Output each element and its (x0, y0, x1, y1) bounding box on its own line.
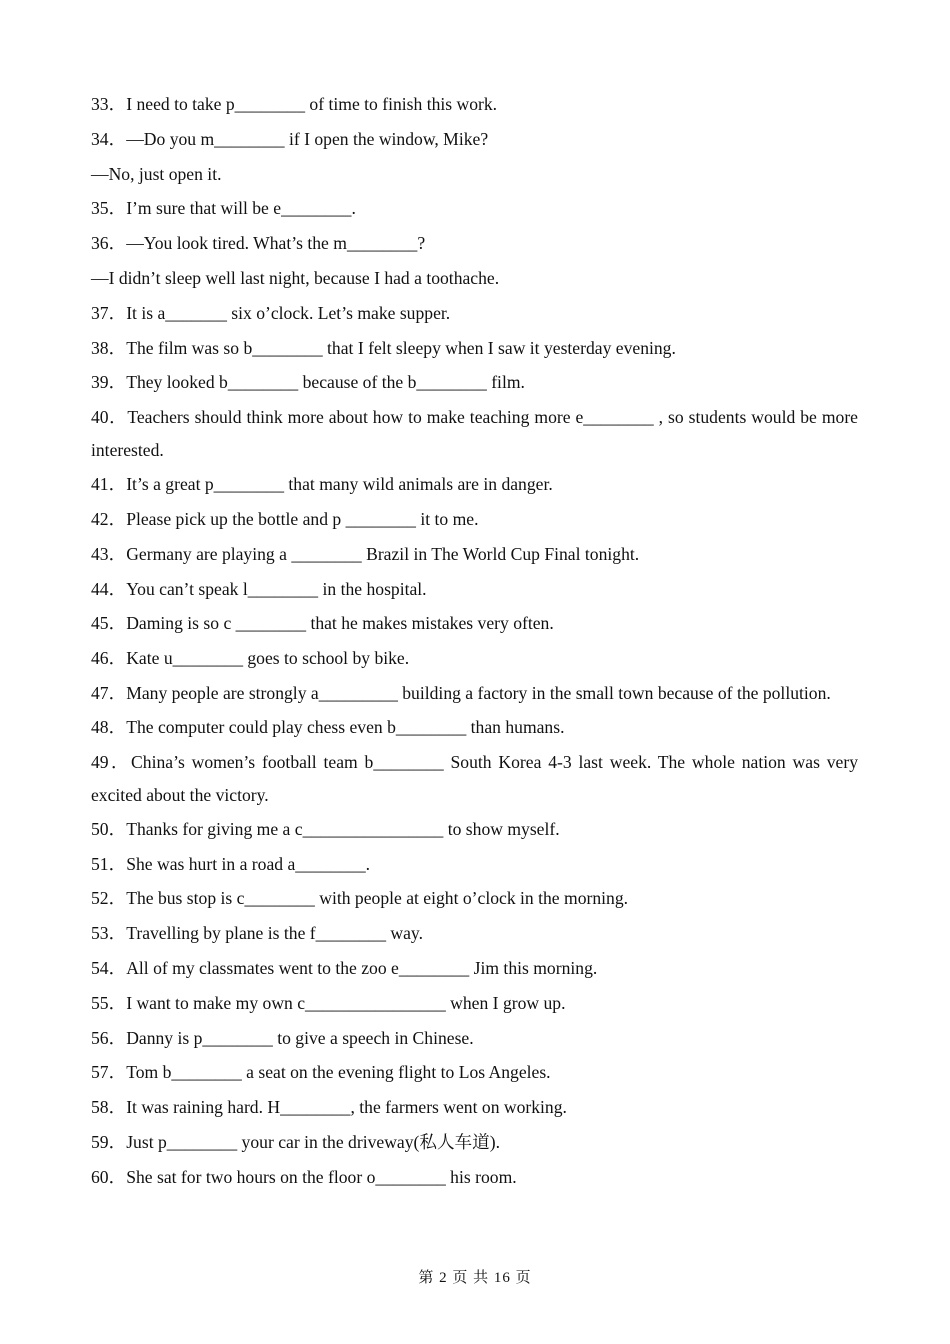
question-text: Germany are playing a ________ Brazil in The World Cup Final tonight. (126, 543, 640, 564)
question-text: You can’t speak l________ in the hospital. (126, 578, 427, 599)
question-text: I want to make my own c________________ when I grow up. (126, 992, 566, 1013)
question-59 (91, 1126, 858, 1161)
question-57 (91, 1056, 858, 1091)
question-34-reply (91, 158, 858, 193)
question-number: 43． (91, 543, 127, 564)
question-number: 33． (91, 94, 127, 114)
question-54 (91, 952, 858, 987)
question-43 (91, 538, 858, 573)
question-text: Just p________ your car in the driveway(私人车道). (126, 1131, 501, 1152)
question-number: 45． (91, 613, 127, 634)
question-49 (91, 746, 858, 812)
question-list (91, 88, 858, 1196)
question-number: 57． (91, 1062, 127, 1083)
question-number: 34． (91, 128, 127, 149)
question-text: Many people are strongly a_________ building a factory in the small town because of the pollution. (126, 682, 831, 703)
question-58 (91, 1091, 858, 1126)
question-text: Danny is p________ to give a speech in Chinese. (126, 1027, 474, 1048)
question-text: She sat for two hours on the floor o________ his room. (126, 1166, 517, 1187)
question-text: Thanks for giving me a c________________ to show myself. (126, 818, 560, 839)
page-footer: 第 2 页 共 16 页 (418, 1270, 532, 1286)
question-39 (91, 366, 858, 401)
question-number: 35． (91, 198, 127, 219)
question-number: 50． (91, 818, 127, 839)
question-45 (91, 607, 858, 642)
question-35 (91, 192, 858, 227)
question-52 (91, 882, 858, 917)
question-text: Kate u________ goes to school by bike. (126, 648, 410, 669)
question-text: The computer could play chess even b________ than humans. (126, 716, 565, 737)
question-33 (91, 88, 858, 123)
question-text: She was hurt in a road a________. (126, 853, 371, 874)
question-text: All of my classmates went to the zoo e________ Jim this morning. (126, 957, 598, 978)
question-text: —Do you m________ if I open the window, Mike? (126, 128, 489, 149)
question-number: 52． (91, 888, 127, 909)
question-number: 51． (91, 853, 127, 874)
question-number: 36． (91, 233, 127, 254)
question-text: Travelling by plane is the f________ way. (126, 923, 423, 944)
question-42 (91, 503, 858, 538)
question-number: 48． (91, 716, 127, 737)
question-text: —No, just open it. (91, 163, 222, 184)
question-56 (91, 1022, 858, 1057)
question-37 (91, 297, 858, 332)
question-46 (91, 642, 858, 677)
question-36-reply (91, 262, 858, 297)
question-38 (91, 332, 858, 367)
question-number: 41． (91, 474, 127, 495)
question-41 (91, 468, 858, 503)
question-text: —I didn’t sleep well last night, because I had a toothache. (91, 267, 500, 288)
question-text: Please pick up the bottle and p ________ it to me. (126, 508, 479, 529)
question-number: 39． (91, 372, 127, 393)
question-number: 44． (91, 578, 127, 599)
question-number: 46． (91, 648, 127, 669)
question-text: It was raining hard. H________, the farmers went on working. (126, 1097, 567, 1118)
question-number: 60． (91, 1166, 127, 1187)
question-36 (91, 227, 858, 262)
question-number: 55． (91, 992, 127, 1013)
question-number: 54． (91, 957, 127, 978)
question-60 (91, 1161, 858, 1196)
question-text: I need to take p________ of time to finish this work. (126, 94, 498, 114)
question-number: 37． (91, 302, 127, 323)
question-51 (91, 848, 858, 883)
question-50 (91, 813, 858, 848)
question-44 (91, 573, 858, 608)
question-text: It’s a great p________ that many wild animals are in danger. (126, 474, 553, 495)
question-53 (91, 917, 858, 952)
question-text: They looked b________ because of the b________ film. (126, 372, 525, 393)
question-text: China’s women’s football team b________ South Korea 4-3 last week. The whole nation was very excited about the victory. (91, 751, 858, 805)
question-text: Teachers should think more about how to make teaching more e________ , so students would be more interested. (91, 407, 858, 461)
question-text: Tom b________ a seat on the evening flight to Los Angeles. (126, 1062, 551, 1083)
question-number: 49． (91, 751, 132, 772)
question-number: 53． (91, 923, 127, 944)
question-40 (91, 401, 858, 467)
question-number: 47． (91, 682, 127, 703)
question-text: I’m sure that will be e________. (126, 198, 356, 219)
question-number: 59． (91, 1131, 127, 1152)
question-number: 38． (91, 337, 127, 358)
question-47 (91, 677, 858, 710)
question-number: 56． (91, 1027, 127, 1048)
question-55 (91, 987, 858, 1022)
question-number: 58． (91, 1097, 127, 1118)
question-48 (91, 711, 858, 746)
question-text: The bus stop is c________ with people at eight o’clock in the morning. (126, 888, 629, 909)
question-text: Daming is so c ________ that he makes mistakes very often. (126, 613, 554, 634)
question-number: 40． (91, 407, 128, 428)
question-text: —You look tired. What’s the m________? (126, 233, 426, 254)
question-number: 42． (91, 508, 127, 529)
question-text: It is a_______ six o’clock. Let’s make supper. (126, 302, 451, 323)
question-text: The film was so b________ that I felt sleepy when I saw it yesterday evening. (126, 337, 676, 358)
question-34 (91, 123, 858, 158)
